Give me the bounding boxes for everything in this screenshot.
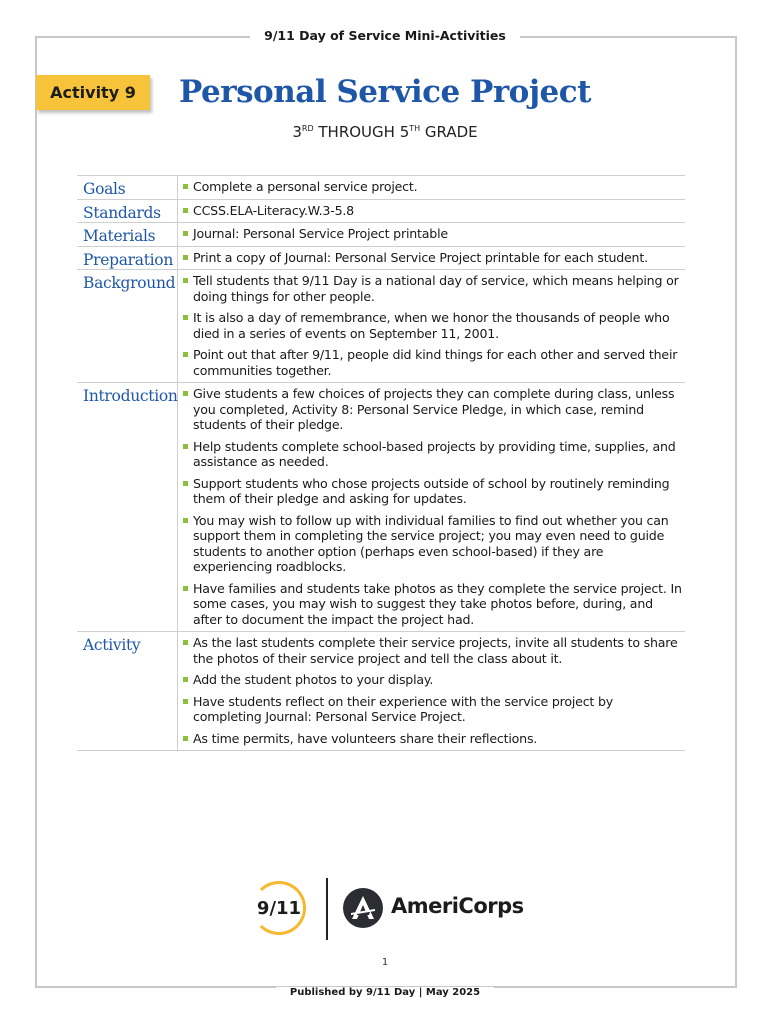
list-item-text: Point out that after 9/11, people did kind things for each other and served their communities together. [193, 347, 678, 378]
section-label: Standards [77, 200, 178, 223]
section-label: Goals [77, 176, 178, 199]
section-label: Background [77, 270, 178, 382]
list-item-text: Print a copy of Journal: Personal Service Project printable for each student. [193, 249, 648, 265]
list-item [182, 250, 685, 266]
bullet-icon [183, 391, 188, 396]
logo-bar [250, 878, 530, 942]
list-item-text: Add the student photos to your display. [193, 672, 434, 687]
bullet-icon [183, 586, 188, 591]
series-label [0, 25, 770, 44]
list-item [182, 203, 685, 219]
bullet-icon [183, 255, 188, 260]
section-row-introduction [77, 383, 685, 632]
americorps-wordmark: AmeriCorps [391, 894, 524, 918]
bullet-icon [183, 231, 188, 236]
section-row-preparation [77, 247, 685, 271]
bullet-icon [183, 640, 188, 645]
list-item [182, 310, 685, 341]
bullet-icon [183, 278, 188, 283]
section-label: Materials [77, 223, 178, 246]
bullet-icon [183, 481, 188, 486]
bullet-icon [183, 352, 188, 357]
nine-eleven-logo: 9/11 [252, 881, 306, 935]
bullet-icon [183, 736, 188, 741]
section-items [178, 632, 685, 750]
list-item-text: Tell students that 9/11 Day is a national day of service, which means helping or doing things for other people. [193, 273, 679, 304]
grade-start: 3 [292, 123, 302, 141]
list-item [182, 635, 685, 666]
grade-word: GRADE [420, 123, 478, 141]
americorps-a-icon [343, 888, 383, 928]
section-row-materials [77, 223, 685, 247]
list-item [182, 694, 685, 725]
list-item [182, 439, 685, 470]
section-items [178, 223, 685, 246]
section-items [178, 247, 685, 270]
list-item-text: It is also a day of remembrance, when we honor the thousands of people who died in a series of events on September 11, 2001. [193, 310, 670, 341]
list-item-text: Help students complete school-based projects by providing time, supplies, and assistance as needed. [193, 438, 676, 469]
list-item-text: As the last students complete their service projects, invite all students to share the photos of their service project and tell the class about it. [193, 635, 678, 666]
section-row-standards [77, 200, 685, 224]
list-item [182, 731, 685, 747]
list-item [182, 672, 685, 688]
list-item-text: You may wish to follow up with individual families to find out whether you can support them in completing the service project; you may even need to guide students to another option (perhaps even school-based) if they are experiencing roadblocks. [193, 512, 669, 574]
list-item-text: CCSS.ELA-Literacy.W.3-5.8 [193, 202, 354, 218]
bullet-icon [183, 444, 188, 449]
list-item [182, 273, 685, 304]
section-items [178, 176, 685, 199]
list-item [182, 179, 685, 195]
list-item-text: Give students a few choices of projects they can complete during class, unless you completed, Activity 8: Personal Service Pledge, in which case, remind students of their pledge. [193, 386, 675, 432]
list-item [182, 513, 685, 575]
footer [0, 980, 770, 999]
list-item [182, 386, 685, 433]
list-item-text: Support students who chose projects outside of school by routinely reminding them of their pledge and asking for updates. [193, 475, 670, 506]
section-items [178, 383, 685, 631]
page-number: 1 [381, 957, 389, 968]
list-item [182, 476, 685, 507]
list-item-text: Have students reflect on their experience with the service project by completing Journal: Personal Service Project. [193, 693, 614, 724]
section-row-activity [77, 632, 685, 751]
list-item-text: Have families and students take photos as they complete the service project. In some cases, you may wish to suggest they take photos before, during, and after to document the impact the project had. [193, 580, 682, 627]
bullet-icon [183, 315, 188, 320]
list-item [182, 226, 685, 242]
section-label: Preparation [77, 247, 178, 270]
logo-divider [326, 878, 328, 940]
grade-start-suffix: RD [301, 124, 314, 133]
section-row-background [77, 270, 685, 383]
bullet-icon [183, 184, 188, 189]
section-row-goals [77, 175, 685, 200]
bullet-icon [183, 677, 188, 682]
grade-range [0, 123, 770, 141]
footer-text: Published by 9/11 Day | May 2025 [276, 987, 494, 998]
list-item-text: Complete a personal service project. [193, 179, 418, 194]
series-label-text: 9/11 Day of Service Mini-Activities [250, 28, 520, 43]
section-label: Introduction [77, 383, 178, 631]
page-title: Personal Service Project [179, 74, 591, 110]
bullet-icon [183, 699, 188, 704]
section-label: Activity [77, 632, 178, 750]
lesson-table [77, 175, 685, 751]
grade-end-suffix: TH [409, 124, 421, 133]
section-items [178, 200, 685, 223]
list-item-text: Journal: Personal Service Project printable [193, 226, 448, 241]
bullet-icon [183, 518, 188, 523]
list-item [182, 347, 685, 378]
list-item-text: As time permits, have volunteers share their reflections. [193, 730, 538, 746]
bullet-icon [183, 208, 188, 213]
grade-through: THROUGH 5 [313, 123, 410, 141]
activity-badge: Activity 9 [36, 75, 150, 110]
section-items [178, 270, 685, 382]
list-item [182, 581, 685, 628]
